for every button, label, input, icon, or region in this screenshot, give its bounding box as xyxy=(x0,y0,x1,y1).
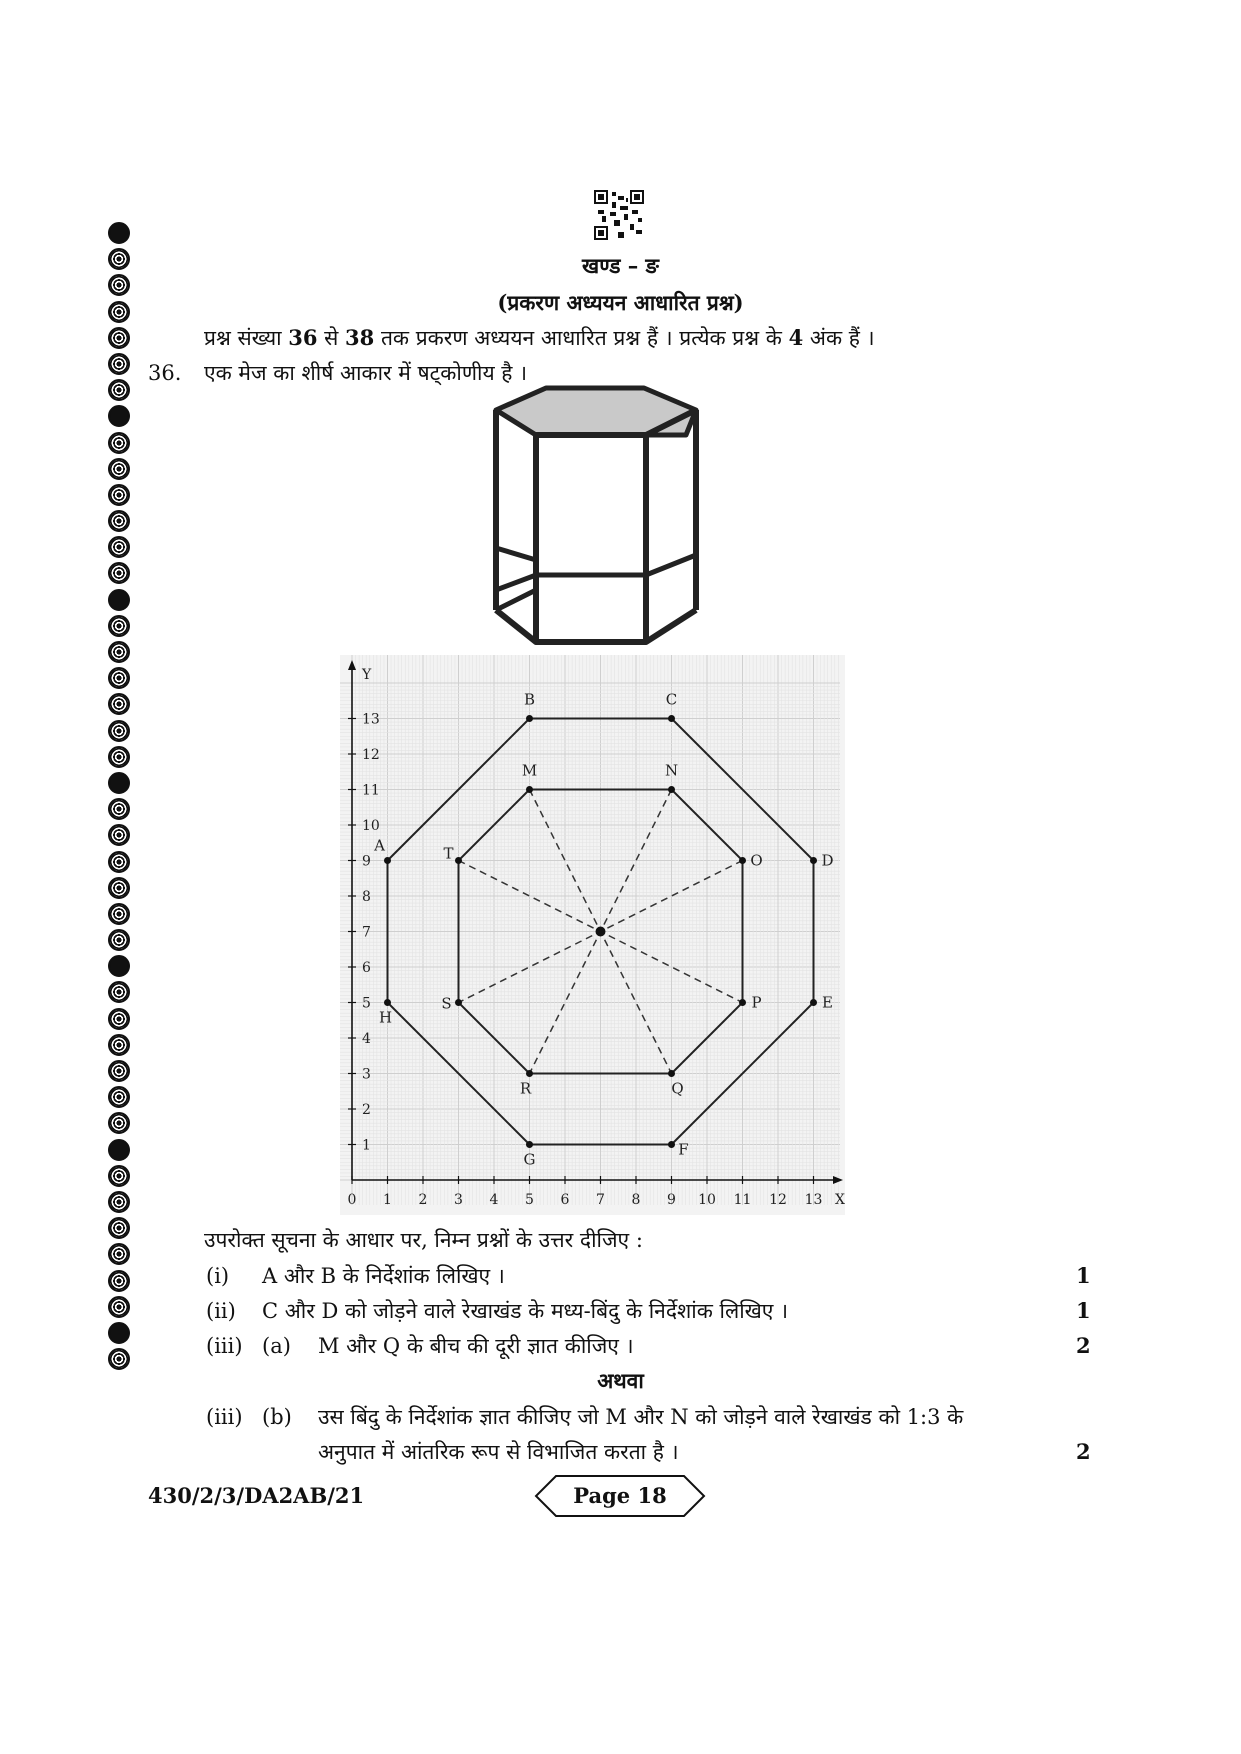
margin-ring xyxy=(108,1060,130,1082)
point-o xyxy=(739,857,746,864)
margin-ring xyxy=(108,798,130,820)
margin-ring xyxy=(108,693,130,715)
part-text: उस बिंदु के निर्देशांक ज्ञात कीजिए जो M और N को जोड़ने वाले रेखाखंड को 1:3 के xyxy=(318,1405,964,1429)
point-t xyxy=(455,857,462,864)
point-label-d: D xyxy=(821,851,834,870)
margin-ring xyxy=(108,1243,130,1265)
y-tick-label: 12 xyxy=(362,747,380,763)
margin-ring xyxy=(108,824,130,846)
point-label-r: R xyxy=(519,1079,532,1098)
margin-ring xyxy=(108,1165,130,1187)
margin-ring xyxy=(108,1112,130,1134)
part-marks: 1 xyxy=(1076,1298,1091,1323)
point-f xyxy=(668,1141,675,1148)
x-tick-label: 1 xyxy=(383,1192,392,1208)
part-text: C और D को जोड़ने वाले रेखाखंड के मध्य-बिंदु के निर्देशांक लिखिए । xyxy=(262,1299,789,1323)
part-sublabel: (b) xyxy=(262,1405,292,1429)
margin-ring xyxy=(108,510,130,532)
margin-ring xyxy=(108,746,130,768)
instruction-text: प्रश्न संख्या xyxy=(204,326,289,350)
margin-ring xyxy=(108,981,130,1003)
instruction-number: 4 xyxy=(788,325,804,350)
margin-ring xyxy=(108,484,130,506)
margin-ring xyxy=(108,1139,130,1161)
x-tick-label: 2 xyxy=(418,1192,428,1208)
y-tick-label: 1 xyxy=(362,1137,371,1154)
margin-ring xyxy=(108,1270,130,1292)
y-tick-label: 8 xyxy=(362,889,371,905)
point-label-f: F xyxy=(678,1140,689,1159)
instruction-text: तक प्रकरण अध्ययन आधारित प्रश्न हैं । प्रत्येक प्रश्न के xyxy=(374,326,789,350)
point-label-h: H xyxy=(378,1008,393,1027)
part-marks: 1 xyxy=(1076,1263,1091,1288)
instruction-number: 38 xyxy=(345,325,375,350)
point-m xyxy=(526,786,533,793)
y-tick-label: 4 xyxy=(362,1031,371,1047)
section-title: खण्ड – ङ xyxy=(582,253,659,278)
center-point xyxy=(596,927,606,937)
point-h xyxy=(384,999,391,1006)
margin-ring xyxy=(108,877,130,899)
margin-ring xyxy=(108,562,130,584)
margin-ring xyxy=(108,432,130,454)
point-label-c: C xyxy=(665,690,678,709)
point-d xyxy=(810,857,817,864)
margin-ring xyxy=(108,1217,130,1239)
margin-ring xyxy=(108,1296,130,1318)
point-s xyxy=(455,999,462,1006)
part-marks: 2 xyxy=(1076,1439,1091,1464)
question-number: 36. xyxy=(148,361,182,385)
qr-code xyxy=(594,190,644,240)
margin-ring xyxy=(108,589,130,611)
y-tick-label: 9 xyxy=(362,853,371,870)
x-tick-label: 4 xyxy=(489,1192,499,1208)
y-tick-label: 7 xyxy=(362,924,371,941)
point-label-s: S xyxy=(441,994,452,1013)
page-number-badge xyxy=(534,1474,706,1518)
point-label-p: P xyxy=(751,993,762,1012)
point-label-t: T xyxy=(443,844,454,863)
x-tick-label: 5 xyxy=(525,1192,534,1208)
margin-ring xyxy=(108,536,130,558)
margin-ring xyxy=(108,222,130,244)
page-number: Page 18 xyxy=(573,1483,667,1508)
x-tick-label: 12 xyxy=(769,1192,787,1208)
point-label-m: M xyxy=(521,761,538,780)
y-tick-label: 6 xyxy=(362,960,371,976)
margin-ring xyxy=(108,615,130,637)
margin-ring xyxy=(108,1322,130,1344)
part-marks: 2 xyxy=(1076,1333,1091,1358)
margin-ring-border xyxy=(108,222,138,1374)
hexagonal-table-figure xyxy=(486,380,706,645)
y-tick-label: 10 xyxy=(362,818,380,834)
x-axis-label: X xyxy=(835,1192,845,1208)
x-tick-label: 6 xyxy=(560,1192,570,1208)
x-tick-label: 8 xyxy=(631,1192,641,1208)
margin-ring xyxy=(108,1008,130,1030)
part-label: (iii) xyxy=(206,1334,243,1358)
margin-ring xyxy=(108,405,130,427)
question-prompt: उपरोक्त सूचना के आधार पर, निम्न प्रश्नों के उत्तर दीजिए : xyxy=(204,1228,643,1252)
point-n xyxy=(668,786,675,793)
point-c xyxy=(668,715,675,722)
point-label-e: E xyxy=(822,993,833,1012)
part-label: (ii) xyxy=(206,1299,236,1323)
point-e xyxy=(810,999,817,1006)
margin-ring xyxy=(108,955,130,977)
margin-ring xyxy=(108,851,130,873)
point-label-b: B xyxy=(523,690,536,709)
point-label-g: G xyxy=(523,1150,536,1169)
margin-ring xyxy=(108,458,130,480)
y-axis-label: Y xyxy=(362,667,372,683)
section-subtitle: (प्रकरण अध्ययन आधारित प्रश्न) xyxy=(497,290,744,315)
part-text: A और B के निर्देशांक लिखिए । xyxy=(262,1264,505,1288)
x-tick-label: 13 xyxy=(804,1192,823,1208)
margin-ring xyxy=(108,379,130,401)
instruction-number: 36 xyxy=(288,325,318,350)
point-label-a: A xyxy=(374,836,385,855)
margin-ring xyxy=(108,1086,130,1108)
part-text: अनुपात में आंतरिक रूप से विभाजित करता है । xyxy=(318,1440,679,1464)
x-tick-label: 0 xyxy=(347,1192,357,1208)
instruction-text: अंक हैं । xyxy=(803,326,875,350)
question-statement: एक मेज का शीर्ष आकार में षट्कोणीय है । xyxy=(204,361,528,385)
y-tick-label: 5 xyxy=(362,995,371,1012)
point-a xyxy=(384,857,391,864)
part-sublabel: (a) xyxy=(262,1334,291,1358)
margin-ring xyxy=(108,903,130,925)
margin-ring xyxy=(108,327,130,349)
part-label: (i) xyxy=(206,1264,230,1288)
point-g xyxy=(526,1141,533,1148)
paper-code: 430/2/3/DA2AB/21 xyxy=(148,1483,365,1508)
part-text: M और Q के बीच की दूरी ज्ञात कीजिए । xyxy=(318,1334,634,1358)
y-tick-label: 3 xyxy=(362,1066,371,1083)
y-tick-label: 11 xyxy=(362,782,380,799)
margin-ring xyxy=(108,667,130,689)
point-r xyxy=(526,1070,533,1077)
x-tick-label: 3 xyxy=(454,1192,463,1208)
point-label-n: N xyxy=(664,761,679,780)
or-label: अथवा xyxy=(597,1368,644,1393)
margin-ring xyxy=(108,720,130,742)
x-tick-label: 10 xyxy=(698,1192,716,1208)
x-tick-label: 11 xyxy=(733,1192,752,1208)
instruction-line xyxy=(204,324,875,352)
margin-ring xyxy=(108,353,130,375)
margin-ring xyxy=(108,1034,130,1056)
point-q xyxy=(668,1070,675,1077)
part-label: (iii) xyxy=(206,1405,243,1429)
x-tick-label: 9 xyxy=(667,1192,676,1208)
point-label-q: Q xyxy=(671,1079,684,1098)
y-tick-label: 2 xyxy=(362,1102,371,1118)
x-tick-label: 7 xyxy=(596,1192,605,1208)
margin-ring xyxy=(108,772,130,794)
margin-ring xyxy=(108,929,130,951)
point-p xyxy=(739,999,746,1006)
margin-ring xyxy=(108,641,130,663)
octagon-coordinate-graph xyxy=(340,655,845,1215)
instruction-text: से xyxy=(317,326,346,350)
point-label-o: O xyxy=(750,851,763,870)
y-tick-label: 13 xyxy=(362,711,380,728)
margin-ring xyxy=(108,1191,130,1213)
point-b xyxy=(526,715,533,722)
